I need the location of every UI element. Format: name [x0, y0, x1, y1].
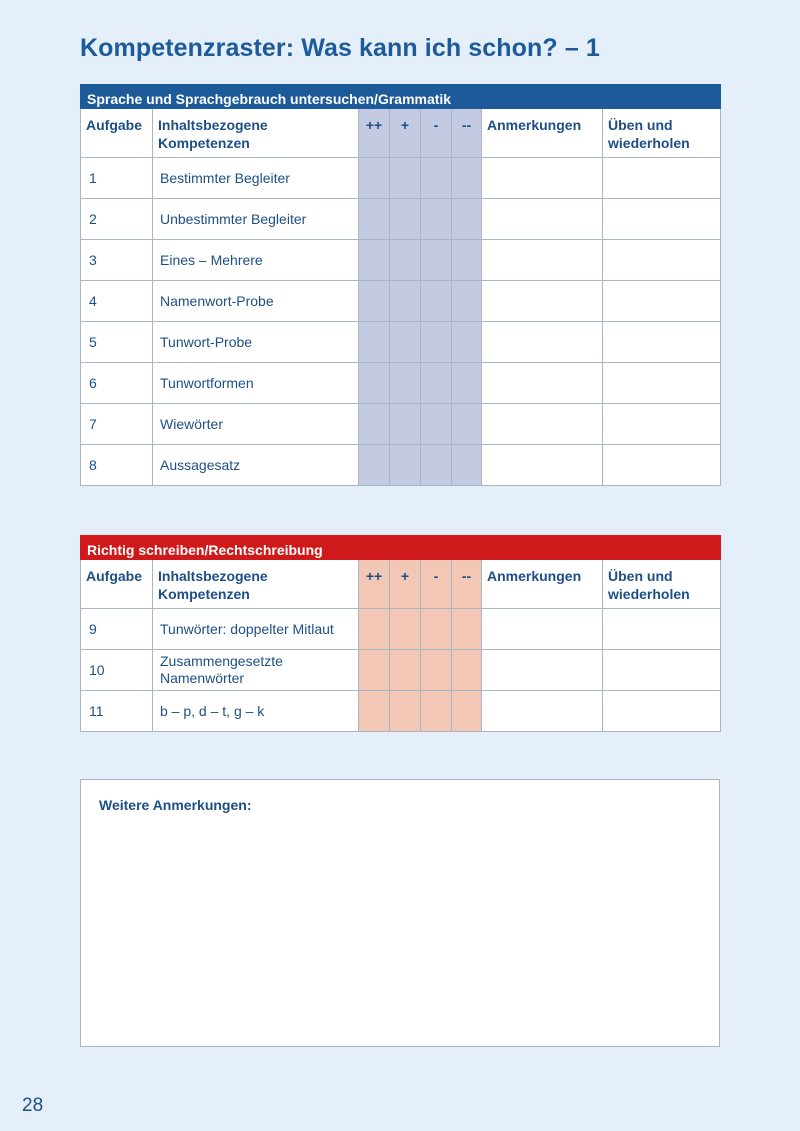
task-number: 8	[81, 445, 153, 486]
competence-label: Bestimmter Begleiter	[153, 158, 359, 199]
task-number: 11	[81, 691, 153, 732]
page-number: 28	[22, 1095, 44, 1116]
rating-cell-good[interactable]	[390, 404, 421, 445]
rating-cell-very-weak[interactable]	[452, 281, 482, 322]
column-header-remarks: Anmerkungen	[482, 560, 603, 609]
remarks-cell[interactable]	[482, 199, 603, 240]
remarks-cell[interactable]	[482, 281, 603, 322]
task-number: 6	[81, 363, 153, 404]
rating-cell-weak[interactable]	[421, 240, 452, 281]
column-header-rating-good: +	[390, 109, 421, 158]
table-row	[81, 691, 721, 732]
rating-cell-weak[interactable]	[421, 445, 452, 486]
rating-cell-very-good[interactable]	[359, 158, 390, 199]
column-header-rating-very-weak: --	[452, 560, 482, 609]
rating-cell-very-weak[interactable]	[452, 445, 482, 486]
rating-cell-good[interactable]	[390, 650, 421, 691]
further-remarks-box[interactable]	[80, 779, 720, 1047]
rating-cell-good[interactable]	[390, 609, 421, 650]
table-row	[81, 609, 721, 650]
rating-cell-very-good[interactable]	[359, 404, 390, 445]
table-row	[81, 158, 721, 199]
grammar-competence-table	[80, 84, 721, 486]
practice-cell[interactable]	[603, 609, 721, 650]
rating-cell-very-weak[interactable]	[452, 650, 482, 691]
practice-cell[interactable]	[603, 199, 721, 240]
rating-cell-weak[interactable]	[421, 158, 452, 199]
rating-cell-weak[interactable]	[421, 363, 452, 404]
column-header-rating-very-weak: --	[452, 109, 482, 158]
rating-cell-very-good[interactable]	[359, 609, 390, 650]
rating-cell-very-good[interactable]	[359, 322, 390, 363]
competence-label: Wiewörter	[153, 404, 359, 445]
task-number: 4	[81, 281, 153, 322]
task-number: 1	[81, 158, 153, 199]
rating-cell-very-good[interactable]	[359, 691, 390, 732]
column-header-task: Aufgabe	[81, 109, 153, 158]
table-row	[81, 240, 721, 281]
task-number: 3	[81, 240, 153, 281]
practice-cell[interactable]	[603, 240, 721, 281]
column-header-practice: Üben und wiederholen	[603, 560, 721, 609]
page-title: Kompetenzraster: Was kann ich schon? – 1	[80, 34, 600, 62]
remarks-cell[interactable]	[482, 363, 603, 404]
rating-cell-very-weak[interactable]	[452, 609, 482, 650]
remarks-cell[interactable]	[482, 322, 603, 363]
practice-cell[interactable]	[603, 363, 721, 404]
table-row	[81, 650, 721, 691]
rating-cell-weak[interactable]	[421, 322, 452, 363]
task-number: 9	[81, 609, 153, 650]
task-number: 5	[81, 322, 153, 363]
column-header-rating-good: +	[390, 560, 421, 609]
remarks-cell[interactable]	[482, 609, 603, 650]
practice-cell[interactable]	[603, 650, 721, 691]
table-row	[81, 363, 721, 404]
rating-cell-good[interactable]	[390, 363, 421, 404]
rating-cell-weak[interactable]	[421, 650, 452, 691]
competence-label: Unbestimmter Begleiter	[153, 199, 359, 240]
section-title-spelling: Richtig schreiben/Rechtschreibung	[81, 536, 721, 560]
rating-cell-good[interactable]	[390, 691, 421, 732]
table-row	[81, 445, 721, 486]
rating-cell-good[interactable]	[390, 240, 421, 281]
rating-cell-weak[interactable]	[421, 281, 452, 322]
practice-cell[interactable]	[603, 404, 721, 445]
remarks-cell[interactable]	[482, 158, 603, 199]
task-number: 2	[81, 199, 153, 240]
competence-label: b – p, d – t, g – k	[153, 691, 359, 732]
column-header-competence: Inhaltsbezogene Kompetenzen	[153, 109, 359, 158]
rating-cell-very-weak[interactable]	[452, 322, 482, 363]
spelling-competence-table	[80, 535, 721, 732]
task-number: 10	[81, 650, 153, 691]
rating-cell-very-weak[interactable]	[452, 363, 482, 404]
column-header-rating-weak: -	[421, 109, 452, 158]
rating-cell-weak[interactable]	[421, 404, 452, 445]
competence-label: Tunwörter: doppelter Mitlaut	[153, 609, 359, 650]
rating-cell-very-good[interactable]	[359, 281, 390, 322]
competence-label: Eines – Mehrere	[153, 240, 359, 281]
competence-label: Tunwortformen	[153, 363, 359, 404]
rating-cell-very-weak[interactable]	[452, 240, 482, 281]
rating-cell-very-good[interactable]	[359, 199, 390, 240]
rating-cell-very-weak[interactable]	[452, 404, 482, 445]
competence-label: Aussagesatz	[153, 445, 359, 486]
rating-cell-good[interactable]	[390, 322, 421, 363]
table-row	[81, 404, 721, 445]
column-header-rating-very-good: ++	[359, 109, 390, 158]
rating-cell-very-weak[interactable]	[452, 158, 482, 199]
column-header-task: Aufgabe	[81, 560, 153, 609]
competence-label: Namenwort-Probe	[153, 281, 359, 322]
remarks-cell[interactable]	[482, 650, 603, 691]
rating-cell-good[interactable]	[390, 199, 421, 240]
table-row	[81, 199, 721, 240]
column-header-competence: Inhaltsbezogene Kompetenzen	[153, 560, 359, 609]
practice-cell[interactable]	[603, 691, 721, 732]
rating-cell-good[interactable]	[390, 281, 421, 322]
competence-label: Zusammengesetzte Namenwörter	[153, 650, 359, 691]
practice-cell[interactable]	[603, 158, 721, 199]
task-number: 7	[81, 404, 153, 445]
rating-cell-very-good[interactable]	[359, 363, 390, 404]
rating-cell-very-good[interactable]	[359, 445, 390, 486]
rating-cell-very-good[interactable]	[359, 650, 390, 691]
rating-cell-very-weak[interactable]	[452, 691, 482, 732]
table-row	[81, 281, 721, 322]
section-title-grammar: Sprache und Sprachgebrauch untersuchen/Grammatik	[81, 85, 721, 109]
rating-cell-very-weak[interactable]	[452, 199, 482, 240]
rating-cell-very-good[interactable]	[359, 240, 390, 281]
practice-cell[interactable]	[603, 281, 721, 322]
column-header-remarks: Anmerkungen	[482, 109, 603, 158]
remarks-cell[interactable]	[482, 240, 603, 281]
practice-cell[interactable]	[603, 445, 721, 486]
further-remarks-label: Weitere Anmerkungen:	[99, 797, 252, 813]
rating-cell-weak[interactable]	[421, 691, 452, 732]
rating-cell-weak[interactable]	[421, 199, 452, 240]
rating-cell-weak[interactable]	[421, 609, 452, 650]
rating-cell-good[interactable]	[390, 158, 421, 199]
competence-label: Tunwort-Probe	[153, 322, 359, 363]
remarks-cell[interactable]	[482, 404, 603, 445]
remarks-cell[interactable]	[482, 445, 603, 486]
column-header-rating-weak: -	[421, 560, 452, 609]
practice-cell[interactable]	[603, 322, 721, 363]
column-header-rating-very-good: ++	[359, 560, 390, 609]
table-row	[81, 322, 721, 363]
column-header-practice: Üben und wiederholen	[603, 109, 721, 158]
rating-cell-good[interactable]	[390, 445, 421, 486]
remarks-cell[interactable]	[482, 691, 603, 732]
